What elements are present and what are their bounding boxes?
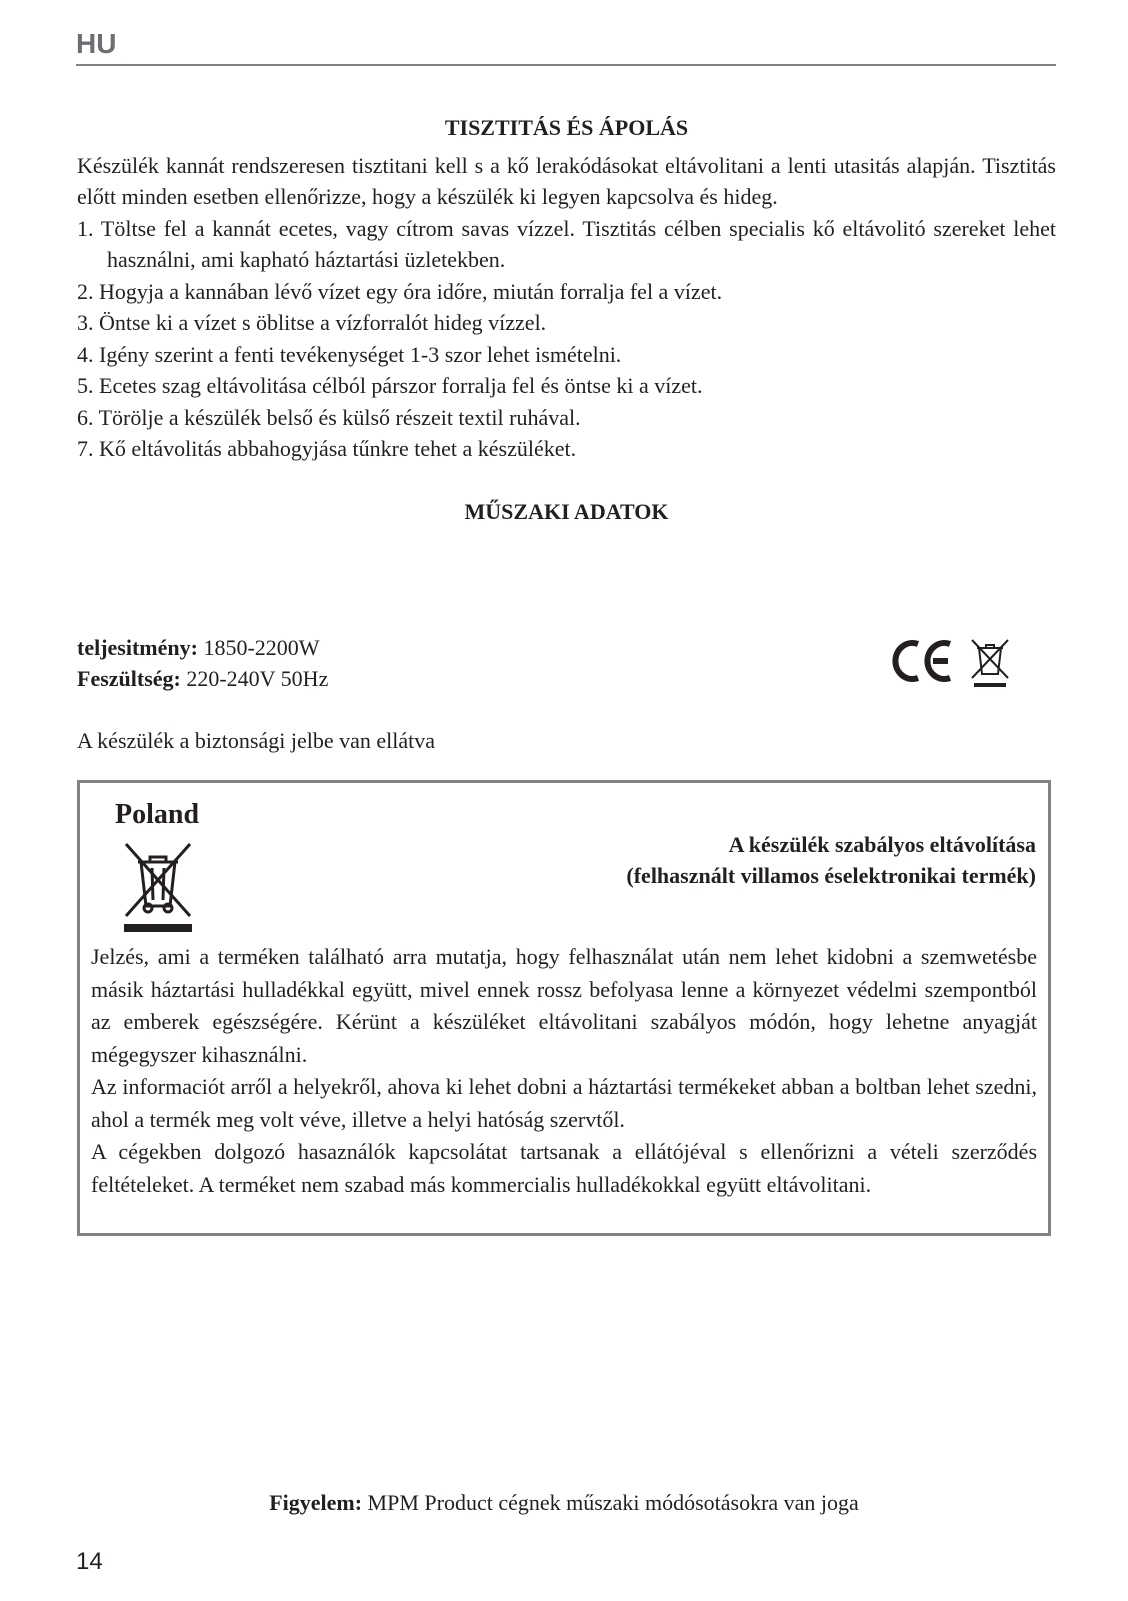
cleaning-title: TISZTITÁS ÉS ÁPOLÁS: [444, 115, 689, 140]
crossed-bin-icon: [120, 838, 196, 934]
power-spec: [77, 632, 328, 663]
cleaning-step: 2. Hogyja a kannában lévő vízet egy óra időre, miután forralja fel a vízet.: [77, 278, 723, 304]
voltage-value: 220-240V 50Hz: [180, 666, 329, 691]
cleaning-step: 6. Törölje a készülék belső és külső részeit textil ruhával.: [77, 404, 581, 430]
disposal-text: [91, 941, 1037, 1201]
footer-note-text: MPM Product cégnek műszaki módósotásokra van joga: [362, 1490, 859, 1515]
footer-note-label: Figyelem:: [269, 1490, 363, 1515]
cleaning-step: 4. Igény szerint a fenti tevékenységet 1-3 szor lehet ismételni.: [77, 341, 622, 367]
disposal-paragraph: A cégekben dolgozó hasaználók kapcsolátat tartsanak a ellátójéval s ellenőrizni a vételi szerződés feltételeket. A terméket nem szabad más kommercialis hulladékokkal együtt eltávolitani.: [91, 1139, 1037, 1197]
disposal-box: [77, 780, 1051, 1236]
cleaning-step: 3. Öntse ki a vízet s öblitse a vízforralót hideg vízzel.: [77, 310, 547, 335]
page-number: 14: [76, 1548, 103, 1575]
voltage-spec: [77, 663, 328, 694]
certification-marks: [888, 632, 1038, 692]
language-code: HU: [76, 28, 117, 59]
footer-note: [0, 1490, 1128, 1516]
specs-title: MŰSZAKI ADATOK: [464, 498, 669, 524]
cleaning-step: 5. Ecetes szag eltávolitása célból párszor forralja fel és öntse ki a vízet.: [77, 373, 703, 398]
disposal-paragraph: Az informaciót arről a helyekről, ahova ki lehet dobni a háztartási termékeket abban a boltban lehet szedni, ahol a termék meg volt véve, illetve a helyi hatóság szervtől.: [91, 1074, 1037, 1132]
ce-mark-icon: [895, 643, 950, 679]
cleaning-step: 1. Töltse fel a kannát ecetes, vagy cítrom savas vízzel. Tisztitás célben specialis kő eltávolitó szereket lehet használni, ami kapható háztartási üzletekben.: [77, 215, 1056, 272]
header-rule: [76, 64, 1056, 66]
disposal-paragraph: Jelzés, ami a terméken található arra mutatja, hogy felhasználat után nem lehet kidobni a szemwetésbe másik háztartási hulladékkal együtt, mivel ennek rossz befolyasa lenne a környezet védelmi szempontból az emberek egészségére. Kérünt a készüléket eltávolitani szabályos módón, hogy lehetne anyagját mégegyszer kihasználni.: [91, 944, 1037, 1067]
cleaning-section: [77, 112, 1056, 527]
voltage-label: Feszültség:: [77, 666, 181, 691]
specs-list: [77, 632, 328, 694]
country-label: Poland: [115, 799, 200, 830]
cleaning-intro: Készülék kannát rendszeresen tisztitani kell s a kő lerakódásokat eltávolitani a lenti utasitás alapján. Tisztitás előtt minden esetben ellenőrizze, hogy a készülék ki legyen kapcsolva és hideg.: [77, 152, 1056, 209]
cleaning-step: 7. Kő eltávolitás abbahogyjása tűnkre tehet a készüléket.: [77, 436, 577, 461]
safety-note: A készülék a biztonsági jelbe van ellátva: [77, 728, 435, 753]
power-label: teljesitmény:: [77, 635, 198, 660]
disposal-title-line2: (felhasznált villamos éselektronikai termék): [626, 863, 1036, 888]
weee-bin-icon: [972, 640, 1008, 687]
disposal-title: [626, 829, 1036, 891]
disposal-title-line1: A készülék szabályos eltávolítása: [728, 832, 1036, 857]
cleaning-steps: [77, 213, 1056, 465]
power-value: 1850-2200W: [197, 635, 320, 660]
